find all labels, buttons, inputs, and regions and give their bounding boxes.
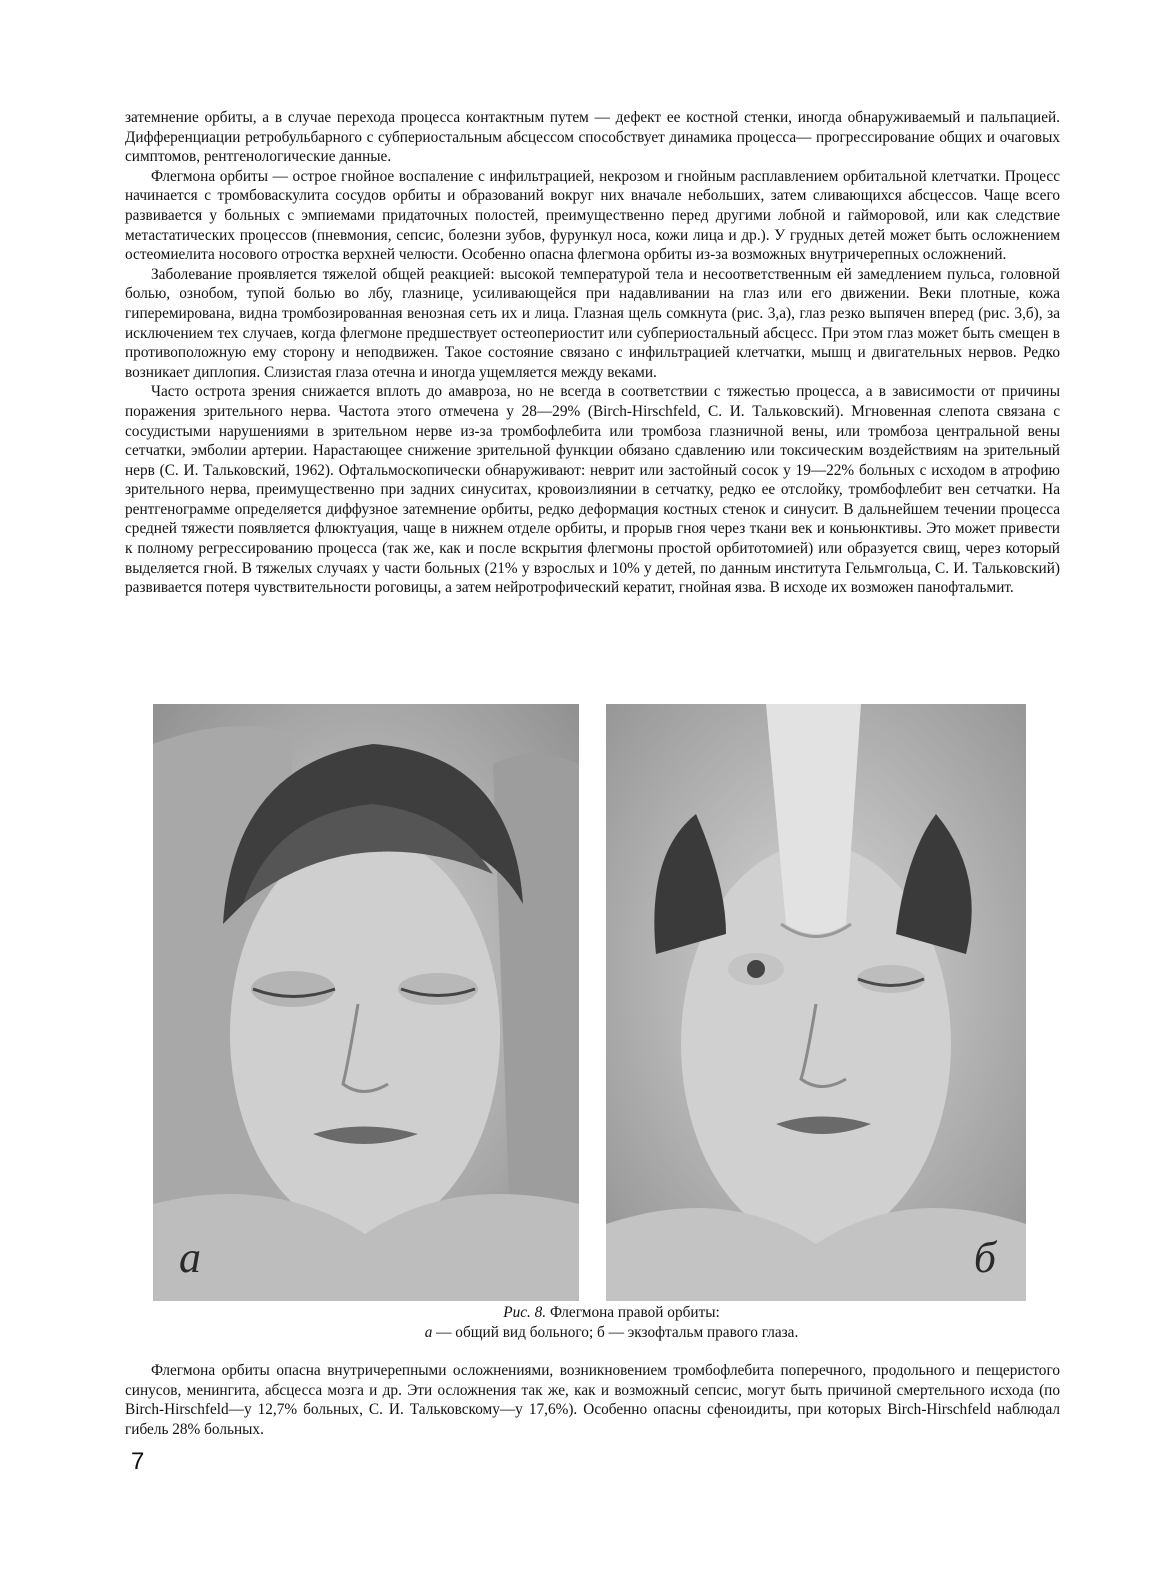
panel-label-a: а xyxy=(179,1233,201,1282)
figure-title: Флегмона правой орбиты: xyxy=(546,1304,720,1321)
figure-8 xyxy=(153,704,1026,1301)
paragraph: Флегмона орбиты — острое гнойное воспаление с инфильтрацией, некрозом и гнойным расплавлением орбитальной клетчатки. Процесс начинается с тромбоваскулита сосудов орбиты и образований вокруг них вначале небольших, затем сливающихся абсцессов. Чаще всего развивается у больных с эмпиемами придаточных полостей, преимущественно перед другими лобной и гайморовой, или как следствие метастатических процессов (пневмония, сепсис, болезни зубов, фурункул носа, кожи лица и др.). У грудных детей может быть осложнением остеомиелита носового отростка верхней челюсти. Особенно опасна флегмона орбиты из-за возможных внутричерепных осложнений. xyxy=(125,167,1060,264)
paragraph: Заболевание проявляется тяжелой общей реакцией: высокой температурой тела и несоответственным ей замедлением пульса, головной болью, ознобом, тупой болью во лбу, глазнице, усиливающейся при надавливании на глаз или его движении. Веки плотные, кожа гиперемирована, видна тромбозированная венозная сеть их и лица. Глазная щель сомкнута (рис. 3,а), глаз резко выпячен вперед (рис. 3,б), за исключением тех случаев, когда флегмоне предшествует остеопериостит или субпериостальный абсцесс. При этом глаз может быть смещен в противоположную ему сторону и неподвижен. Такое состояние связано с инфильтрацией клетчатки, мышц и двигательных нервов. Редко возникает диплопия. Слизистая глаза отечна и иногда ущемляется между веками. xyxy=(125,265,1060,381)
paragraph: Часто острота зрения снижается вплоть до амавроза, но не всегда в соответствии с тяжестью процесса, а в зависимости от причины поражения зрительного нерва. Частота этого отмечена у 28—29% (Birch-Hirschfeld, С. И. Тальковский). Мгновенная слепота связана с сосудистыми нарушениями в зрительном нерве из-за тромбофлебита или тромбоза глазничной вены, или тромбоза центральной вены сетчатки, эмболии артерии. Нарастающее снижение зрительной функции обязано сдавлению или токсическим воздействиям на зрительный нерв (С. И. Тальковский, 1962). Офтальмоскопически обнаруживают: неврит или застойный сосок у 19—22% больных с исходом в атрофию зрительного нерва, преимущественно при задних синуситах, кровоизлиянии в сетчатку, редко ее отслойку, тромбофлебит вен сетчатки. На рентгенограмме определяется диффузное затемнение орбиты, редко деформация костных стенок и синусит. В дальнейшем течении процесса средней тяжести появляется флюктуация, чаще в нижнем отделе орбиты, и прорыв гноя через ткани век и коньюнктивы. Это может привести к полному регрессированию процесса (так же, как и после вскрытия флегмоны простой орбитотомией) или образуется свищ, через который выделяется гной. В тяжелых случаях у части больных (21% у взрослых и 10% у детей, по данным института Гельмгольца, С. И. Тальковский) развивается потеря чувствительности роговицы, а затем нейротрофический кератит, гнойная язва. В исходе их возможен панофтальмит. xyxy=(125,383,1060,597)
paragraph: затемнение орбиты, а в случае перехода процесса контактным путем — дефект ее костной стенки, иногда обнаруживаемый и пальпацией. Дифференциации ретробульбарного с субпериостальным абсцессом способствует динамика процесса— прогрессирование общих и очаговых симптомов, рентгенологические данные. xyxy=(125,109,1060,166)
figure-caption-legend xyxy=(0,1323,1163,1343)
photo-b-exophthalmos xyxy=(606,704,1026,1301)
panel-label-b: б xyxy=(973,1233,996,1282)
figure-number: Рис. 8. xyxy=(503,1304,547,1321)
body-text-top xyxy=(125,108,1060,598)
patient-face-illustration xyxy=(606,704,1026,1301)
caption-legend-text: — общий вид больного; б — экзофтальм правого глаза. xyxy=(432,1324,799,1341)
paragraph: Флегмона орбиты опасна внутричерепными осложнениями, возникновением тромбофлебита поперечного, продольного и пещеристого синусов, менингита, абсцесса мозга и др. Эти осложнения так же, как и возможный сепсис, могут быть причиной смертельного исхода (по Birch-Hirschfeld—у 12,7% больных, С. И. Тальковскому—у 17,6%). Особенно опасны сфеноидиты, при которых Birch-Hirschfeld наблюдал гибель 28% больных. xyxy=(125,1362,1060,1438)
page-number: 7 xyxy=(131,1448,145,1475)
body-text-bottom xyxy=(125,1361,1060,1439)
patient-face-illustration xyxy=(153,704,579,1301)
photo-a-patient-general-view xyxy=(153,704,579,1301)
caption-letter-a: а xyxy=(424,1324,433,1341)
figure-caption-title xyxy=(0,1303,1163,1323)
